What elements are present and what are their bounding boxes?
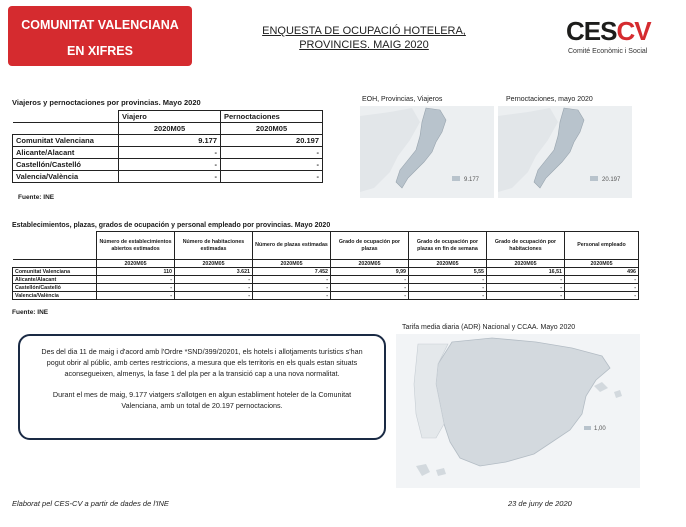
column-header-establishments: Número de establecimientos abiertos estimados bbox=[97, 232, 175, 260]
column-header-staff: Personal empleado bbox=[565, 232, 639, 260]
table-row bbox=[13, 147, 323, 159]
column-header-places: Número de plazas estimadas bbox=[253, 232, 331, 260]
document-title-line-1: ENQUESTA DE OCUPACIÓ HOTELERA, bbox=[262, 25, 466, 37]
table-corner bbox=[13, 123, 119, 135]
cell-value: - bbox=[119, 147, 221, 159]
table-corner bbox=[13, 232, 97, 260]
summary-box bbox=[18, 334, 386, 440]
cell-value: 5,55 bbox=[409, 268, 487, 276]
cell-value: - bbox=[331, 276, 409, 284]
row-label: Comunitat Valenciana bbox=[13, 268, 97, 276]
cell-value: - bbox=[487, 284, 565, 292]
table-period-row bbox=[13, 123, 323, 135]
map2-legend-value: 20.197 bbox=[602, 177, 621, 183]
table-row bbox=[13, 159, 323, 171]
valencia-travellers-map bbox=[360, 106, 494, 198]
cell-value: - bbox=[565, 284, 639, 292]
cell-value: - bbox=[119, 159, 221, 171]
cell-value: - bbox=[487, 276, 565, 284]
table1-title: Viajeros y pernoctaciones por provincias. Mayo 2020 bbox=[12, 98, 201, 107]
footer-source: Elaborat pel CES-CV a partir de dades de l'INE bbox=[12, 499, 169, 508]
period-cell: 2020M05 bbox=[97, 260, 175, 268]
period-cell: 2020M05 bbox=[409, 260, 487, 268]
valencia-overnight-map bbox=[498, 106, 632, 198]
cell-value: - bbox=[253, 284, 331, 292]
period-cell: 2020M05 bbox=[119, 123, 221, 135]
cell-value: - bbox=[565, 276, 639, 284]
table-period-row bbox=[13, 260, 639, 268]
footer-date: 23 de juny de 2020 bbox=[508, 499, 572, 508]
cell-value: - bbox=[409, 284, 487, 292]
row-label: Valencia/València bbox=[13, 171, 119, 183]
badge-line-1: COMUNITAT VALENCIANA bbox=[21, 18, 179, 32]
cell-value: 9.177 bbox=[119, 135, 221, 147]
cell-value: 20.197 bbox=[221, 135, 323, 147]
table-corner bbox=[13, 111, 119, 123]
cell-value: - bbox=[221, 159, 323, 171]
cell-value: - bbox=[97, 292, 175, 300]
map2-title: Pernoctaciones, mayo 2020 bbox=[506, 96, 593, 103]
cell-value: - bbox=[409, 276, 487, 284]
table-header-row bbox=[13, 232, 639, 260]
cell-value: 3.621 bbox=[175, 268, 253, 276]
cell-value: - bbox=[175, 276, 253, 284]
period-cell: 2020M05 bbox=[253, 260, 331, 268]
cell-value: - bbox=[331, 292, 409, 300]
period-cell: 2020M05 bbox=[221, 123, 323, 135]
spain-adr-map bbox=[396, 334, 640, 488]
cell-value: - bbox=[97, 284, 175, 292]
summary-paragraph-1: Des del dia 11 de maig i d'acord amb l'Ordre *SND/399/20201, els hotels i allotjaments turístics s'han pogut obrir al públic, amb certes restriccions, a mesura que els territoris en els quals estan situats aconsegueixen, almenys, la fase 1 del pla per a la transició cap a una nova normalitat. bbox=[41, 347, 363, 378]
table-row bbox=[13, 135, 323, 147]
period-cell: 2020M05 bbox=[565, 260, 639, 268]
period-cell: 2020M05 bbox=[175, 260, 253, 268]
cell-value: - bbox=[253, 292, 331, 300]
document-title bbox=[232, 24, 496, 52]
logo-word-b: CV bbox=[616, 16, 651, 46]
map1-title: EOH, Provincias, Viajeros bbox=[362, 96, 443, 103]
cell-value: 16,51 bbox=[487, 268, 565, 276]
logo-subtitle: Comité Econòmic i Social bbox=[568, 48, 648, 55]
table1-source: Fuente: INE bbox=[18, 194, 55, 201]
column-header-occupancy-rooms: Grado de ocupación por habitaciones bbox=[487, 232, 565, 260]
cell-value: 7.452 bbox=[253, 268, 331, 276]
table-corner bbox=[13, 260, 97, 268]
establishments-table bbox=[12, 231, 639, 300]
cell-value: - bbox=[175, 292, 253, 300]
column-header-pernoctaciones: Pernoctaciones bbox=[221, 111, 323, 123]
spain-map-title: Tarifa media diaria (ADR) Nacional y CCAA. Mayo 2020 bbox=[402, 324, 576, 331]
cell-value: - bbox=[119, 171, 221, 183]
legend-swatch bbox=[452, 176, 460, 181]
row-label: Castellón/Castelló bbox=[13, 159, 119, 171]
map1-legend-value: 9.177 bbox=[464, 177, 480, 183]
cell-value: - bbox=[253, 276, 331, 284]
logo-wordmark bbox=[566, 16, 651, 47]
cescv-logo bbox=[562, 16, 674, 60]
row-label: Castellón/Castelló bbox=[13, 284, 97, 292]
travellers-table bbox=[12, 110, 323, 183]
table-row bbox=[13, 292, 639, 300]
row-label: Alicante/Alacant bbox=[13, 276, 97, 284]
badge-line-2: EN XIFRES bbox=[67, 44, 133, 58]
column-header-rooms: Número de habitaciones estimadas bbox=[175, 232, 253, 260]
cell-value: 110 bbox=[97, 268, 175, 276]
row-label: Valencia/València bbox=[13, 292, 97, 300]
cell-value: - bbox=[565, 292, 639, 300]
table-header-row bbox=[13, 111, 323, 123]
table2-source: Fuente: INE bbox=[12, 309, 49, 316]
logo-word-a: CES bbox=[566, 16, 617, 46]
table2-title: Establecimientos, plazas, grados de ocupación y personal empleado por provincias. Mayo 2020 bbox=[12, 222, 331, 229]
period-cell: 2020M05 bbox=[331, 260, 409, 268]
legend-swatch bbox=[590, 176, 598, 181]
cell-value: - bbox=[221, 147, 323, 159]
spain-map-legend-value: 1,00 bbox=[594, 426, 606, 432]
region-badge bbox=[8, 6, 192, 66]
cell-value: - bbox=[221, 171, 323, 183]
row-label: Comunitat Valenciana bbox=[13, 135, 119, 147]
period-cell: 2020M05 bbox=[487, 260, 565, 268]
document-title-line-2: PROVINCIES. MAIG 2020 bbox=[299, 39, 429, 51]
legend-swatch bbox=[584, 426, 591, 430]
cell-value: - bbox=[97, 276, 175, 284]
cell-value: - bbox=[409, 292, 487, 300]
table-row bbox=[13, 268, 639, 276]
table-row bbox=[13, 284, 639, 292]
column-header-viajero: Viajero bbox=[119, 111, 221, 123]
column-header-occupancy-weekend: Grado de ocupación por plazas en fin de semana bbox=[409, 232, 487, 260]
column-header-occupancy-places: Grado de ocupación por plazas bbox=[331, 232, 409, 260]
cell-value: 9,99 bbox=[331, 268, 409, 276]
cell-value: - bbox=[331, 284, 409, 292]
row-label: Alicante/Alacant bbox=[13, 147, 119, 159]
cell-value: 496 bbox=[565, 268, 639, 276]
cell-value: - bbox=[487, 292, 565, 300]
summary-paragraph-2: Durant el mes de maig, 9.177 viatgers s'allotgen en algun establiment hoteler de la Comunitat Valenciana, amb un total de 20.197 pernoctacions. bbox=[52, 390, 352, 410]
table-row bbox=[13, 171, 323, 183]
table-row bbox=[13, 276, 639, 284]
cell-value: - bbox=[175, 284, 253, 292]
